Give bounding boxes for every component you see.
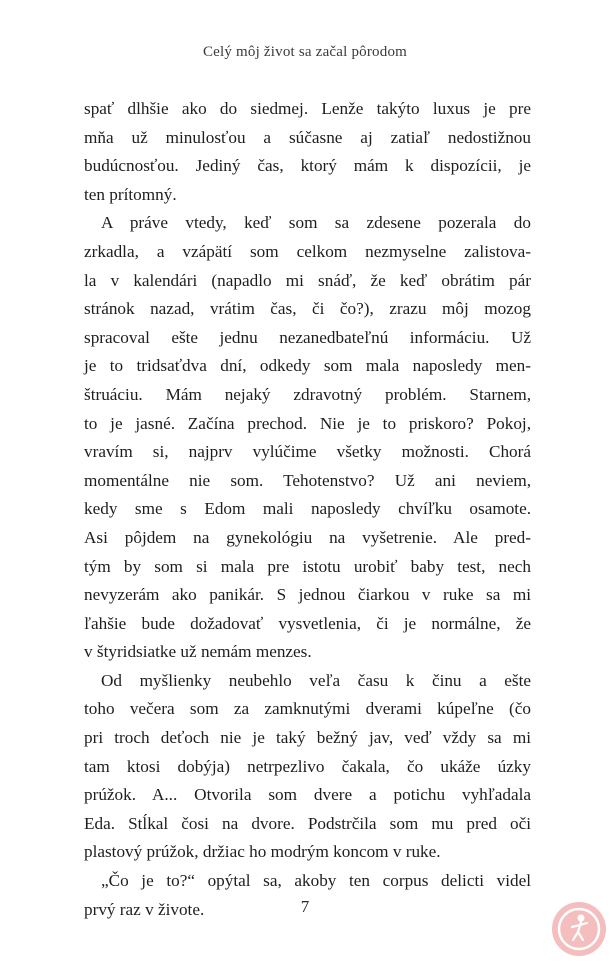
text-line: ten prítomný. (84, 184, 177, 204)
text-line: pri troch deťoch nie je taký bežný jav, veď vždy sa mi (84, 728, 531, 748)
text-line: tam ktosi dobýja) netrpezlivo čakala, čo ukáže úzky (84, 756, 531, 776)
text-line: A práve vtedy, keď som sa zdesene pozerala do (101, 213, 531, 233)
text-line: kedy sme s Edom mali naposledy chvíľku osamote. (84, 499, 531, 519)
text-line: štruáciu. Mám nejaký zdravotný problém. Starnem, (84, 384, 531, 404)
text-line: prúžok. A... Otvorila som dvere a potichu vyhľadala (84, 785, 531, 805)
text-line: tým by som si mala pre istotu urobiť baby test, nech (84, 556, 531, 576)
text-line: prvý raz v živote. (84, 899, 205, 919)
publisher-stamp-icon (552, 902, 606, 956)
text-line: v štyridsiatke už nemám menzes. (84, 642, 312, 662)
text-line: momentálne nie som. Tehotenstvo? Už ani neviem, (84, 470, 531, 490)
figure-silhouette-icon (552, 902, 606, 956)
text-line: zrkadla, a vzápätí som celkom nezmyselne zalistova- (84, 241, 531, 261)
text-line: to je jasné. Začína prechod. Nie je to priskoro? Pokoj, (84, 413, 531, 433)
text-line: mňa už minulosťou a súčasne aj zatiaľ nedostižnou (84, 127, 531, 147)
text-line: ľahšie bude dožadovať vysvetlenia, či je normálne, že (84, 613, 531, 633)
text-line: nevyzerám ako panikár. S jednou čiarkou v ruke sa mi (84, 585, 531, 605)
text-line: plastový prúžok, držiac ho modrým koncom v ruke. (84, 842, 441, 862)
text-line: Od myšlienky neubehlo veľa času k činu a ešte (101, 670, 531, 690)
page-number: 7 (300, 897, 310, 916)
text-line: spracoval ešte jednu nezanedbateľnú informáciu. Už (84, 327, 531, 347)
text-line: spať dlhšie ako do siedmej. Lenže takýto luxus je pre (84, 99, 531, 118)
text-line: „Čo je to?“ opýtal sa, akoby ten corpus delicti videl (101, 871, 531, 891)
text-line: je to tridsaťdva dní, odkedy som mala naposledy men- (84, 356, 531, 376)
text-line: vravím si, najprv vylúčime všetky možnosti. Chorá (84, 442, 531, 462)
text-line: Eda. Stĺkal čosi na dvore. Podstrčila som mu pred oči (84, 813, 531, 833)
text-line: la v kalendári (napadlo mi snáď, že keď obrátim pár (84, 270, 531, 290)
text-line: toho večera som za zamknutými dverami kúpeľne (čo (84, 699, 531, 719)
text-line: budúcnosťou. Jediný čas, ktorý mám k dispozícii, je (84, 156, 531, 176)
page-body (84, 95, 531, 924)
running-header-title: Celý môj život sa začal pôrodom (202, 44, 408, 60)
text-line: Asi pôjdem na gynekológiu na vyšetrenie. Ale pred- (84, 527, 531, 547)
text-line: stránok nazad, vrátim čas, či čo?), zrazu môj mozog (84, 299, 531, 319)
